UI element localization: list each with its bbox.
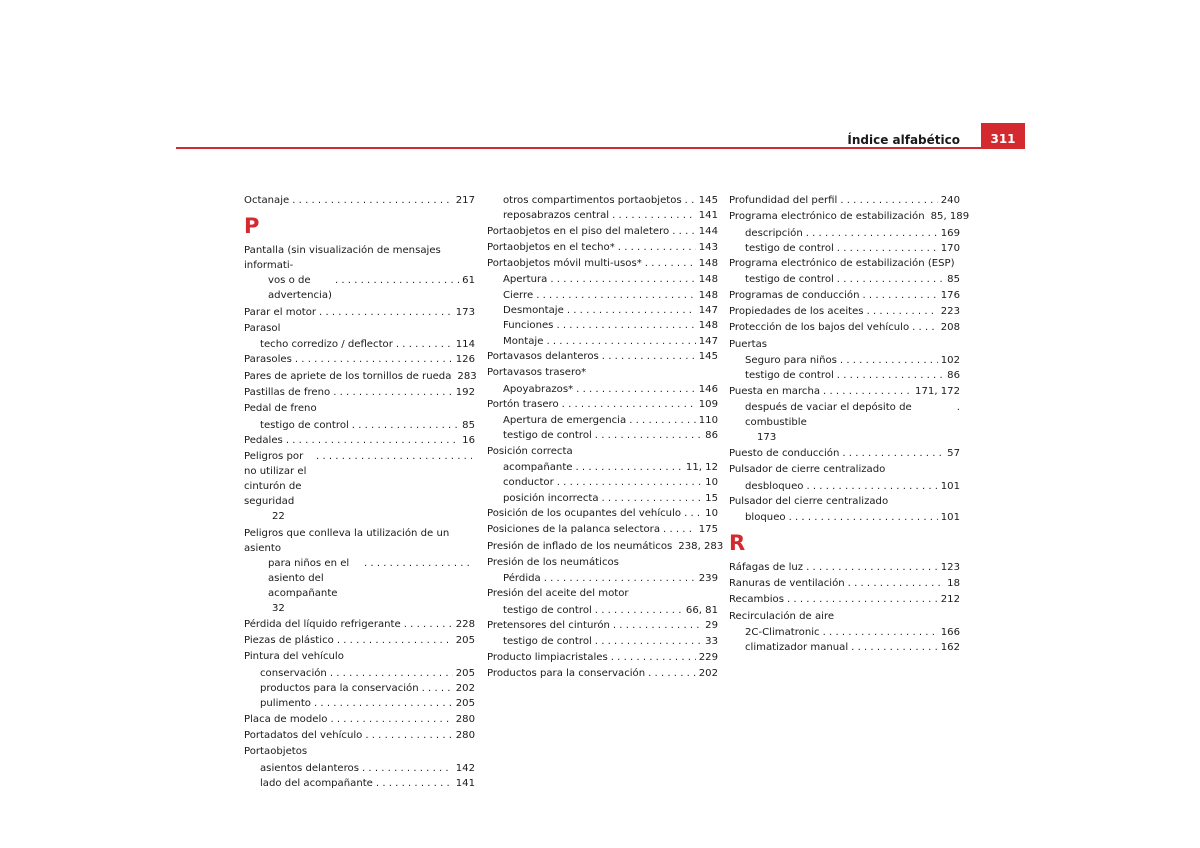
index-entry xyxy=(729,384,960,400)
entry-term: Protección de los bajos del vehículo xyxy=(729,322,910,334)
entry-term: bloqueo xyxy=(745,512,786,524)
section-title: Índice alfabético xyxy=(847,133,960,147)
entry-page: 15 xyxy=(705,492,718,504)
index-entry xyxy=(729,209,970,225)
index-entry xyxy=(729,609,960,625)
entry-term: Recambios xyxy=(729,594,784,606)
entry-page: 11, 12 xyxy=(685,462,718,474)
entry-term: Pintura del vehículo xyxy=(244,651,344,663)
entry-page: 85 xyxy=(947,274,960,286)
entry-page: 29 xyxy=(705,620,718,632)
entry-term: Pérdida xyxy=(503,573,541,585)
entry-term: reposabrazos central xyxy=(503,210,610,222)
entry-page: 10 xyxy=(705,507,718,519)
index-subentry xyxy=(487,208,718,223)
index-subentry xyxy=(244,696,475,711)
entry-term: Portaobjetos xyxy=(244,746,308,758)
index-entry xyxy=(244,617,475,633)
entry-page: 86 xyxy=(947,370,960,382)
index-subentry xyxy=(487,475,718,490)
entry-page: 10 xyxy=(705,477,718,489)
entry-page: 223 xyxy=(940,306,960,318)
entry-page: 169 xyxy=(940,227,960,239)
entry-term: Portaobjetos en el techo* xyxy=(487,241,615,253)
entry-term: Portaobjetos en el piso del maletero xyxy=(487,225,670,237)
entry-page: 239 xyxy=(698,573,718,585)
index-entry xyxy=(487,666,718,682)
entry-page: 173 xyxy=(455,306,475,318)
header-rule xyxy=(176,147,981,149)
entry-page: 22 xyxy=(272,511,285,523)
entry-term-continued: para niños en el asiento del acompañante xyxy=(268,557,350,599)
entry-term: posición incorrecta xyxy=(503,492,599,504)
entry-page: 145 xyxy=(698,195,718,206)
index-entry xyxy=(244,193,475,209)
index-subentry xyxy=(729,625,960,640)
entry-page: 240 xyxy=(940,195,960,206)
entry-term-continued: vos o de advertencia) xyxy=(268,275,332,302)
index-entry xyxy=(487,650,718,666)
entry-term: Portavasos delanteros xyxy=(487,350,599,362)
entry-term: Posición correcta xyxy=(487,445,573,457)
index-entry xyxy=(244,633,475,649)
entry-page: 148 xyxy=(698,289,718,301)
entry-page: 280 xyxy=(455,713,475,725)
entry-term: Desmontaje xyxy=(503,305,564,317)
entry-page: 146 xyxy=(698,383,718,395)
entry-page: 212 xyxy=(940,594,960,606)
entry-term: 2C-Climatronic xyxy=(745,626,820,638)
entry-page: 32 xyxy=(272,602,285,614)
entry-term: Parar el motor xyxy=(244,306,317,318)
section-letter-p: P xyxy=(244,214,260,239)
index-entry xyxy=(729,304,960,320)
index-subentry xyxy=(244,666,475,681)
entry-term: testigo de control xyxy=(745,370,834,382)
entry-page: 101 xyxy=(940,480,960,492)
index-subentry xyxy=(487,491,718,506)
entry-page: 162 xyxy=(940,642,960,654)
entry-term: Presión del aceite del motor xyxy=(487,588,629,600)
index-subentry xyxy=(487,634,718,649)
index-subentry xyxy=(487,382,718,397)
index-subentry xyxy=(729,368,960,383)
entry-page: 109 xyxy=(698,398,718,410)
entry-page: 148 xyxy=(698,320,718,332)
entry-term: Parasoles xyxy=(244,354,292,366)
entry-term: Posiciones de la palanca selectora xyxy=(487,524,661,536)
entry-page: 229 xyxy=(698,651,718,663)
entry-term: Octanaje xyxy=(244,195,290,206)
index-subentry xyxy=(729,272,960,287)
index-entry xyxy=(729,462,960,478)
entry-page: 175 xyxy=(698,524,718,536)
entry-page: 110 xyxy=(698,415,718,427)
entry-term: Productos para la conservación xyxy=(487,667,646,679)
index-entry xyxy=(729,560,960,576)
index-subentry xyxy=(487,571,718,586)
entry-term: Pulsador de cierre centralizado xyxy=(729,464,886,476)
entry-term: Pérdida del líquido refrigerante xyxy=(244,618,401,630)
entry-term: Recirculación de aire xyxy=(729,610,835,622)
entry-term: Cierre xyxy=(503,289,534,301)
index-entry xyxy=(244,744,475,760)
entry-term: lado del acompañante xyxy=(260,777,373,789)
entry-page: 143 xyxy=(698,241,718,253)
entry-term: asientos delanteros xyxy=(260,762,359,774)
entry-page: 283 xyxy=(457,370,477,382)
entry-term: Peligros que conlleva la utilización de un asiento xyxy=(244,527,450,554)
entry-page: 85 xyxy=(462,419,475,431)
index-entry xyxy=(487,618,718,634)
entry-term: descripción xyxy=(745,227,803,239)
index-entry xyxy=(729,337,960,353)
index-subentry xyxy=(729,510,960,525)
entry-page: 102 xyxy=(940,354,960,366)
entry-page: 16 xyxy=(462,434,475,446)
entry-page: 114 xyxy=(455,339,475,351)
index-subentry xyxy=(244,776,475,791)
entry-term: Puesta en marcha xyxy=(729,385,821,397)
entry-term: Profundidad del perfil xyxy=(729,195,838,206)
entry-term: Pedales xyxy=(244,434,283,446)
index-entry xyxy=(244,305,475,321)
entry-term: después de vaciar el depósito de combustible xyxy=(745,401,912,428)
entry-term: Placa de modelo xyxy=(244,713,328,725)
entry-page: 202 xyxy=(455,683,475,695)
entry-page: 166 xyxy=(940,626,960,638)
entry-term: techo corredizo / deflector xyxy=(260,339,393,351)
entry-term: Portadatos del vehículo xyxy=(244,729,363,741)
entry-page: 148 xyxy=(698,258,718,270)
index-subentry xyxy=(244,761,475,776)
entry-term: Portón trasero xyxy=(487,398,559,410)
entry-term: testigo de control xyxy=(503,636,592,648)
index-entry xyxy=(487,522,718,538)
index-subentry xyxy=(487,318,718,333)
entry-page: 280 xyxy=(455,729,475,741)
index-entry xyxy=(487,256,718,272)
entry-term: Funciones xyxy=(503,320,554,332)
index-entry xyxy=(729,592,960,608)
entry-page: 141 xyxy=(455,777,475,789)
index-subentry xyxy=(244,681,475,696)
index-entry xyxy=(244,712,475,728)
index-entry xyxy=(244,449,475,525)
index-subentry xyxy=(729,640,960,655)
index-subentry xyxy=(487,272,718,287)
entry-term: Pantalla (sin visualización de mensajes informati- xyxy=(244,245,441,272)
entry-term: Puertas xyxy=(729,338,768,350)
entry-term: conductor xyxy=(503,477,554,489)
entry-term: testigo de control xyxy=(503,430,592,442)
index-entry xyxy=(487,224,718,240)
index-entry xyxy=(729,193,960,209)
entry-page: 238, 283 xyxy=(678,540,724,552)
entry-page: 147 xyxy=(698,305,718,317)
index-entry xyxy=(244,649,475,665)
index-subentry xyxy=(729,353,960,368)
entry-term: Pretensores del cinturón xyxy=(487,620,610,632)
entry-page: 192 xyxy=(455,387,475,399)
entry-page: 205 xyxy=(455,635,475,647)
index-entry xyxy=(729,256,960,272)
entry-page: 205 xyxy=(455,667,475,679)
page-number-badge xyxy=(981,123,1025,149)
index-entry xyxy=(487,444,718,460)
entry-term: Peligros por no utilizar el cinturón de seguridad xyxy=(244,451,307,508)
entry-term: Montaje xyxy=(503,335,544,347)
entry-page: 85, 189 xyxy=(930,211,970,223)
index-entry xyxy=(244,369,475,385)
index-entry xyxy=(729,446,960,462)
entry-term: testigo de control xyxy=(260,419,349,431)
entry-term: Pedal de freno xyxy=(244,403,317,415)
entry-page: 142 xyxy=(455,762,475,774)
index-column-1 xyxy=(244,193,475,791)
entry-term: Propiedades de los aceites xyxy=(729,306,864,318)
index-subentry xyxy=(244,337,475,352)
index-entry xyxy=(244,352,475,368)
entry-page: 86 xyxy=(705,430,718,442)
entry-page: 176 xyxy=(940,289,960,301)
entry-term: Puesto de conducción xyxy=(729,448,840,460)
entry-term: Presión de los neumáticos xyxy=(487,556,619,568)
index-entry xyxy=(244,526,475,617)
index-subentry xyxy=(487,303,718,318)
entry-page: 170 xyxy=(940,242,960,254)
index-entry xyxy=(487,555,718,571)
index-entry xyxy=(244,243,475,304)
index-subentry xyxy=(244,418,475,433)
entry-page: 126 xyxy=(455,354,475,366)
entry-page: 123 xyxy=(940,561,960,573)
index-entry xyxy=(244,728,475,744)
index-entry xyxy=(487,586,718,602)
entry-term: Seguro para niños xyxy=(745,354,837,366)
entry-term: pulimento xyxy=(260,698,311,710)
entry-term: Pastillas de freno xyxy=(244,387,331,399)
entry-term: climatizador manual xyxy=(745,642,849,654)
entry-term: Presión de inflado de los neumáticos xyxy=(487,540,673,552)
index-subentry xyxy=(487,193,718,208)
entry-page: 144 xyxy=(698,225,718,237)
entry-term: otros compartimentos portaobjetos xyxy=(503,195,682,206)
entry-page: 171, 172 xyxy=(915,385,960,397)
entry-term: Posición de los ocupantes del vehículo xyxy=(487,507,682,519)
entry-term: testigo de control xyxy=(503,604,592,616)
entry-term: conservación xyxy=(260,667,327,679)
entry-term: Pares de apriete de los tornillos de rueda xyxy=(244,370,452,382)
entry-page: 145 xyxy=(698,350,718,362)
index-subentry xyxy=(729,226,960,241)
entry-term: Programa electrónico de estabilización (ESP) xyxy=(729,258,955,270)
index-subentry xyxy=(487,334,718,349)
index-entry xyxy=(487,365,718,381)
entry-term: Apertura xyxy=(503,274,548,286)
entry-term: Parasol xyxy=(244,322,281,334)
entry-term: Ráfagas de luz xyxy=(729,561,804,573)
index-entry xyxy=(244,385,475,401)
index-subentry xyxy=(729,479,960,494)
index-subentry xyxy=(487,413,718,428)
entry-page: 205 xyxy=(455,698,475,710)
entry-term: desbloqueo xyxy=(745,480,804,492)
index-entry xyxy=(729,494,960,510)
entry-term: testigo de control xyxy=(745,274,834,286)
entry-term: Portavasos trasero* xyxy=(487,367,587,379)
index-entry xyxy=(729,320,960,336)
index-entry xyxy=(487,506,718,522)
index-column-3 xyxy=(729,193,970,655)
entry-term: Programa electrónico de estabilización xyxy=(729,211,925,223)
entry-page: 173 xyxy=(757,431,777,443)
index-entry xyxy=(487,397,718,413)
entry-term: Pulsador del cierre centralizado xyxy=(729,496,889,508)
index-subentry xyxy=(487,288,718,303)
entry-term: Ranuras de ventilación xyxy=(729,577,845,589)
entry-page: 202 xyxy=(698,667,718,679)
entry-page: 228 xyxy=(455,618,475,630)
section-letter-r: R xyxy=(729,530,746,555)
entry-page: 18 xyxy=(947,577,960,589)
entry-page: 66, 81 xyxy=(685,604,718,616)
index-entry xyxy=(729,576,960,592)
index-subentry xyxy=(487,428,718,443)
page-number: 311 xyxy=(990,132,1016,146)
entry-term: Piezas de plástico xyxy=(244,635,334,647)
index-entry xyxy=(244,321,475,337)
entry-page: 101 xyxy=(940,512,960,524)
index-entry xyxy=(487,349,718,365)
index-entry xyxy=(487,240,718,256)
index-entry xyxy=(244,433,475,449)
index-subentry: después de vaciar el depósito de combustible . 173 xyxy=(745,401,960,443)
index-entry xyxy=(244,401,475,417)
index-subentry xyxy=(729,241,960,256)
entry-page: 148 xyxy=(698,274,718,286)
index-column-2 xyxy=(487,193,724,682)
entry-page: 33 xyxy=(705,636,718,648)
index-entry xyxy=(729,288,960,304)
entry-term: Programas de conducción xyxy=(729,289,860,301)
entry-term: Producto limpiacristales xyxy=(487,651,608,663)
index-subentry xyxy=(487,460,718,475)
entry-term: productos para la conservación xyxy=(260,683,419,695)
entry-page: 208 xyxy=(940,322,960,334)
entry-term: Portaobjetos móvil multi-usos* xyxy=(487,258,642,270)
entry-term: Apertura de emergencia xyxy=(503,415,627,427)
entry-term: testigo de control xyxy=(745,242,834,254)
index-subentry xyxy=(487,603,718,618)
entry-term: Apoyabrazos* xyxy=(503,383,574,395)
entry-page: 61 xyxy=(462,275,475,287)
entry-term: acompañante xyxy=(503,462,573,474)
index-entry xyxy=(487,539,724,555)
entry-page: 217 xyxy=(455,195,475,206)
entry-page: 147 xyxy=(698,335,718,347)
entry-page: 57 xyxy=(947,448,960,460)
entry-page: 141 xyxy=(698,210,718,222)
